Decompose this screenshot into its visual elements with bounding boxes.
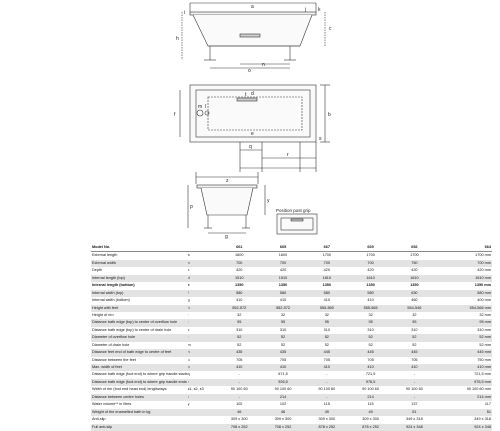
row-label: Height with feet <box>92 305 119 310</box>
row-value: 705 <box>367 357 374 362</box>
row-value: 700 <box>367 260 374 265</box>
row-value: 310 <box>236 327 243 332</box>
table-row <box>91 334 492 341</box>
dimensions-table <box>91 244 492 431</box>
grip-position-drawing <box>277 214 317 234</box>
row-symbol: c <box>187 268 190 273</box>
row-value: 700 <box>323 260 330 265</box>
row-symbol: f <box>187 290 189 295</box>
row-value: 115 <box>323 402 330 407</box>
table-row <box>91 282 492 289</box>
row-value: 52 mm <box>479 335 491 340</box>
row-value: 1600 <box>235 253 244 258</box>
column-header <box>188 244 218 251</box>
row-value: 117 <box>484 402 491 407</box>
row-label: Height of rim <box>92 312 114 317</box>
row-value: 630 <box>411 290 418 295</box>
row-value: 349 x 318 <box>406 417 423 422</box>
row-value: 1350 <box>322 283 332 288</box>
row-symbol <box>188 424 218 431</box>
row-value: 52 mm <box>479 342 491 347</box>
row-value: 1350 <box>235 283 244 288</box>
row-value: 32 <box>237 312 242 317</box>
row-symbol: i <box>187 312 189 317</box>
row-symbol: h <box>187 305 190 310</box>
row-value: 705 <box>323 357 330 362</box>
row-value: 1610 mm <box>475 275 491 280</box>
row-value: 580 <box>367 290 374 295</box>
row-value: 445 <box>323 350 330 355</box>
table-row <box>91 305 492 312</box>
row-label: Water volume** in litres <box>92 402 132 407</box>
row-value: 420 <box>367 268 374 273</box>
row-label: Internal length (bottom) <box>92 283 135 288</box>
row-value: 435 <box>279 350 287 355</box>
row-value: 420 <box>411 268 418 273</box>
row-value: 102 <box>236 402 243 407</box>
drawing-letter-t: t <box>245 92 247 98</box>
row-value: 1610 <box>322 275 332 280</box>
row-value: 580 <box>323 290 330 295</box>
row-value: 102 <box>279 402 287 407</box>
row-value: 90 100 60 <box>274 387 292 392</box>
row-label: External length <box>92 253 118 258</box>
row-value: 90 100 60 <box>318 387 336 392</box>
row-value: 49 <box>324 409 329 414</box>
row-symbol: a <box>187 253 190 258</box>
row-value: 700 <box>279 260 287 265</box>
row-value: 90 100 60 <box>230 387 248 392</box>
row-value: 52 <box>324 342 329 347</box>
row-label: Distance bath edge (foot end) to where grip handle ends <box>92 379 187 384</box>
row-label: Depth <box>92 268 103 273</box>
row-value: 90 100 60 <box>405 387 423 392</box>
row-value: - <box>413 394 415 399</box>
table-row <box>91 401 492 408</box>
row-value: 410 <box>236 365 243 369</box>
row-value: 420 mm <box>477 268 491 273</box>
drawing-letter-f: f <box>174 112 176 118</box>
drawing-letter-d: d <box>251 91 254 97</box>
row-value: 46 <box>237 409 242 414</box>
row-value: 310 <box>411 327 418 332</box>
row-value: 52 <box>412 342 417 347</box>
row-symbol: d <box>187 275 190 280</box>
row-symbol: j <box>187 320 189 325</box>
row-value: 671,5 <box>278 372 288 377</box>
row-value: 52 <box>412 335 417 340</box>
row-value: 410 <box>411 365 418 369</box>
row-value: 721,5 <box>365 372 376 377</box>
row-value: 410 <box>367 365 374 369</box>
row-value: 32 <box>368 312 373 317</box>
row-label: Internal width (bottom) <box>92 298 130 303</box>
row-value: 214 <box>367 394 374 399</box>
row-value: - <box>238 379 240 384</box>
table-row <box>91 409 492 416</box>
drawing-letter-a: a <box>251 4 254 10</box>
row-value: 309 x 300 <box>362 417 379 422</box>
row-value: 750 mm <box>477 357 491 362</box>
row-value: 1350 <box>366 283 375 288</box>
row-value: 705 <box>236 357 243 362</box>
row-value: 52 <box>237 335 242 340</box>
row-value: 708 x 252 <box>274 424 292 429</box>
row-value: 705 <box>279 357 287 362</box>
row-value: 46 <box>280 409 286 414</box>
row-value: 52 <box>280 342 286 347</box>
drawing-letter-c: c <box>329 26 332 32</box>
row-value: 52 <box>280 335 286 340</box>
drawing-letter-z: z <box>226 178 229 184</box>
row-value: 460 <box>411 298 418 303</box>
row-symbol: p <box>187 365 190 369</box>
table-row <box>91 416 492 423</box>
row-value: 214 <box>279 394 287 399</box>
table-row <box>91 386 492 393</box>
row-value: 1350 <box>278 283 288 288</box>
drawing-letter-e: e <box>251 131 254 137</box>
column-header: 652 <box>411 245 418 249</box>
row-value: 1700 <box>366 253 375 258</box>
row-value: 1350 mm <box>474 283 491 288</box>
row-value: 214 mm <box>477 394 491 399</box>
row-label: Full anti-slip <box>92 424 113 429</box>
row-value: 32 <box>324 312 329 317</box>
row-value: - <box>413 372 415 377</box>
row-symbol: k <box>187 327 190 332</box>
row-value: 95 mm <box>479 320 491 325</box>
drawing-letter-o: o <box>248 68 251 74</box>
row-value: 1610 <box>366 275 375 280</box>
table-row <box>91 327 492 334</box>
table-row <box>91 319 492 326</box>
drawing-letter-h: h <box>176 36 179 42</box>
row-value: 878 x 252 <box>362 424 379 429</box>
top-view-drawing <box>180 85 330 172</box>
grip-position-caption: Position post grip <box>276 208 311 213</box>
row-value: 750 <box>411 260 418 265</box>
row-value: - <box>238 394 240 399</box>
row-value: 51 <box>486 409 491 414</box>
drawing-letter-s: s <box>319 136 322 142</box>
row-value: 445 mm <box>477 350 491 355</box>
row-symbol: n <box>187 350 190 355</box>
row-value: 976,5 mm <box>474 379 491 384</box>
row-label: Internal length (top) <box>92 275 125 280</box>
column-header: 664 <box>484 245 491 249</box>
drawing-letter-p: p <box>190 204 193 210</box>
drawing-letter-l: l <box>205 104 207 110</box>
row-value: 420 <box>236 268 243 273</box>
row-label: Diameter of drain hole <box>92 342 130 347</box>
row-value: 32 <box>412 312 417 317</box>
table-row <box>91 252 492 259</box>
row-value: 1610 <box>410 275 419 280</box>
row-value: 310 mm <box>477 327 491 332</box>
table-row <box>91 364 492 371</box>
row-value: 1700 <box>410 253 419 258</box>
table-row <box>91 394 492 401</box>
column-header: Model No. <box>92 245 111 249</box>
table-row <box>91 349 492 356</box>
row-value: - <box>326 372 328 377</box>
row-value: 115 <box>367 402 374 407</box>
column-header: 665 <box>279 245 287 249</box>
table-row <box>91 312 492 319</box>
drawing-letter-y: y <box>267 198 270 204</box>
row-symbol: o <box>187 357 190 362</box>
row-symbol: q <box>187 372 190 377</box>
row-value: 554-546 <box>407 305 422 310</box>
row-value: 555-565 <box>319 305 334 310</box>
row-value: 926,5 <box>278 379 288 384</box>
row-value: 580 <box>236 290 243 295</box>
row-value: 580 <box>279 290 287 295</box>
row-value: 924 x 348 <box>474 424 491 429</box>
table-row <box>91 290 492 297</box>
drawing-letter-i: i <box>184 10 186 16</box>
row-label: Distance bath edge (top) to centre of drain hole <box>92 327 172 332</box>
table-body <box>91 252 492 431</box>
row-symbol: t <box>187 394 189 399</box>
row-label: Weight of the enamelled bath in kg <box>92 409 151 414</box>
column-header: 661 <box>236 245 243 249</box>
row-value: 310 <box>367 327 374 332</box>
row-value: 32 <box>280 312 286 317</box>
row-value: 435 <box>236 350 243 355</box>
row-label: Distance bath edge (foot end) to where grip handle starts <box>92 372 188 377</box>
row-value: 349 x 318 <box>474 417 491 422</box>
row-value: 410 <box>279 298 287 303</box>
row-symbol: r <box>187 379 189 384</box>
row-value: 310 <box>323 327 330 332</box>
table-row <box>91 357 492 364</box>
row-label: Width of rim (foot end head end) lengthways <box>92 387 167 392</box>
row-label: Max. width of feet <box>92 365 122 369</box>
table-row <box>91 267 492 274</box>
row-label: Distance feet end of bath edge to centre of feet <box>92 350 172 355</box>
table-row <box>91 260 492 267</box>
column-header: 667 <box>323 245 330 249</box>
table-row <box>91 371 492 378</box>
row-symbol: b <box>187 260 190 265</box>
row-label: Distance between the feet <box>92 357 136 362</box>
row-symbol: m <box>187 342 191 347</box>
table-row <box>91 424 492 431</box>
row-value: 137 <box>411 402 418 407</box>
row-label: Internal width (top) <box>92 290 124 295</box>
row-value: 1700 mm <box>475 253 491 258</box>
row-value: 309 x 300 <box>318 417 336 422</box>
row-value: 51 <box>412 409 417 414</box>
row-value: 95 <box>280 320 286 325</box>
row-value: 700 mm <box>477 260 491 265</box>
row-symbol: s1, s2, s3 <box>187 387 204 392</box>
row-value: 721,5 mm <box>474 372 491 377</box>
row-value: 1350 <box>410 283 419 288</box>
row-value: 555-565 <box>363 305 378 310</box>
drawing-letter-q: q <box>249 144 252 150</box>
row-value: 552-572 <box>232 305 247 310</box>
row-value: 924 x 348 <box>406 424 423 429</box>
row-value: 1700 <box>322 253 332 258</box>
row-value: 95 <box>237 320 242 325</box>
row-symbol: l <box>187 335 189 340</box>
drawing-letter-g: g <box>225 234 228 240</box>
table-header-row <box>91 244 492 252</box>
row-value: 580 mm <box>477 290 491 295</box>
row-value: 95 <box>368 320 373 325</box>
row-value: 95 <box>412 320 417 325</box>
row-value: - <box>238 372 240 377</box>
row-value: 410 <box>236 298 243 303</box>
row-value: 90 100 60 mm <box>466 387 491 392</box>
row-value: 410 <box>323 365 330 369</box>
row-value: 554-566 mm <box>469 305 491 310</box>
row-symbol: g <box>187 298 190 303</box>
row-value: 700 <box>236 260 243 265</box>
row-value: 309 x 300 <box>274 417 292 422</box>
row-symbol <box>188 416 218 423</box>
row-label: Distance bath edge (top) to centre of overflow hole <box>92 320 178 325</box>
drawing-letter-m: m <box>198 104 203 110</box>
table-row <box>91 297 492 304</box>
row-value: 705 <box>411 357 418 362</box>
row-value: - <box>413 379 415 384</box>
table-row <box>91 342 492 349</box>
drawing-letter-j: j <box>305 7 307 13</box>
row-value: 410 <box>367 298 374 303</box>
row-label: Distance between centre holes <box>92 394 144 399</box>
row-value: 1600 <box>278 253 288 258</box>
table-row <box>91 379 492 386</box>
table-row <box>91 275 492 282</box>
row-value: 309 x 300 <box>230 417 248 422</box>
row-value: 410 <box>323 298 330 303</box>
row-value: 95 <box>324 320 329 325</box>
side-view-drawing <box>182 3 325 68</box>
row-value: 410 mm <box>477 365 491 369</box>
row-value: 708 x 252 <box>230 424 248 429</box>
row-value: 420 <box>323 268 330 273</box>
row-value: 445 <box>367 350 374 355</box>
row-value: 310 <box>279 327 287 332</box>
row-symbol: y <box>187 402 190 407</box>
drawing-letter-n: n <box>262 62 265 68</box>
row-value: 400 mm <box>477 298 491 303</box>
row-label: Anti-slip <box>92 417 106 422</box>
row-value: 52 <box>368 335 373 340</box>
row-value: 1510 <box>278 275 288 280</box>
row-value: - <box>326 379 328 384</box>
drawing-letter-r: r <box>287 152 289 158</box>
row-value: 878 x 252 <box>318 424 336 429</box>
row-value: 32 mm <box>479 312 491 317</box>
row-value: - <box>326 394 328 399</box>
row-value: 976,5 <box>365 379 376 384</box>
drawing-letter-b: b <box>328 112 331 118</box>
row-value: 552-572 <box>276 305 290 310</box>
drawing-letter-k: k <box>318 7 321 13</box>
row-symbol <box>188 409 218 416</box>
row-value: 52 <box>237 342 242 347</box>
row-value: 52 <box>324 335 329 340</box>
row-value: 90 100 60 <box>362 387 380 392</box>
row-symbol: e <box>187 283 190 288</box>
row-value: 445 <box>411 350 418 355</box>
row-value: 1510 <box>235 275 244 280</box>
row-value: 49 <box>368 409 373 414</box>
row-label: Diameter of overflow hole <box>92 335 136 340</box>
row-value: 410 <box>279 365 287 369</box>
column-header: 669 <box>367 245 374 249</box>
row-value: 420 <box>279 268 287 273</box>
row-value: 52 <box>368 342 373 347</box>
row-label: External width <box>92 260 116 265</box>
